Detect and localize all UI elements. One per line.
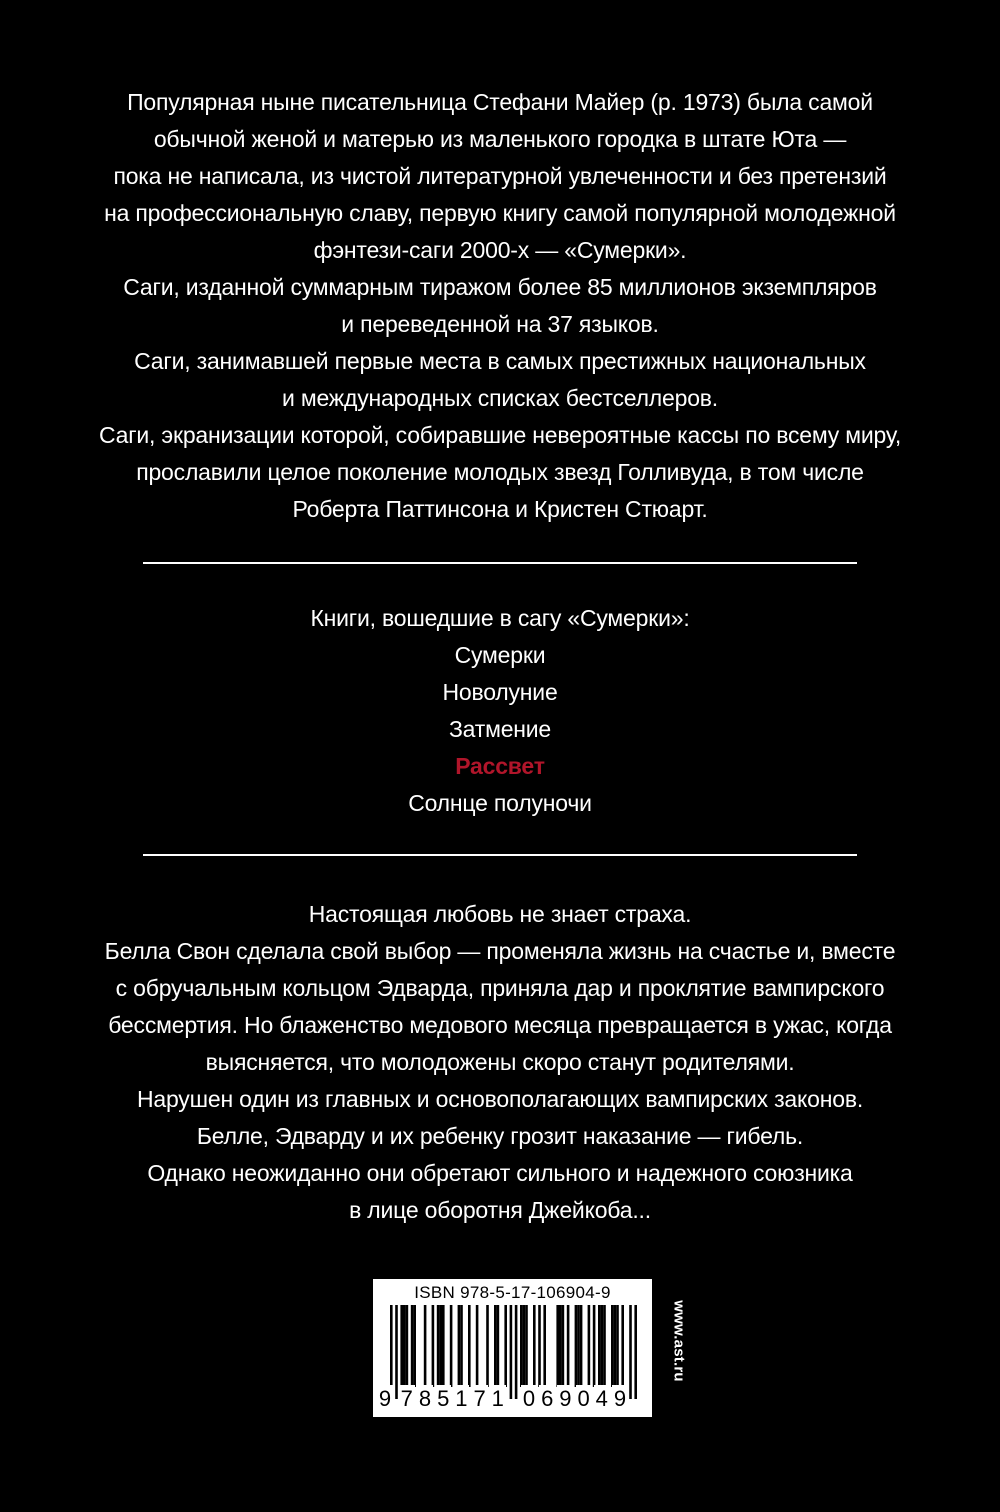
- barcode-bar: [413, 1305, 416, 1387]
- barcode-bar: [424, 1305, 427, 1387]
- barcode-bar: [460, 1305, 463, 1387]
- barcode-bar: [533, 1305, 536, 1387]
- barcode-digit: 1: [455, 1386, 468, 1411]
- barcode-bar: [611, 1305, 614, 1387]
- barcode-digit: 0: [522, 1386, 536, 1411]
- barcode-digit: 6: [541, 1386, 554, 1411]
- book-title-current: Рассвет: [455, 753, 545, 779]
- barcode-bar: [411, 1305, 414, 1387]
- intro-line: обычной женой и матерью из маленького городка в штате Юта —: [153, 126, 847, 152]
- barcode-bar: [442, 1305, 445, 1387]
- publisher-website: [668, 1286, 690, 1396]
- barcode-bar: [450, 1305, 453, 1387]
- intro-line: фэнтези-саги 2000-х — «Сумерки».: [313, 237, 687, 263]
- book-title: Новолуние: [442, 679, 558, 705]
- barcode-bar: [575, 1305, 578, 1387]
- barcode-bar: [486, 1305, 489, 1387]
- barcode-bar: [616, 1305, 619, 1387]
- barcode-bar: [468, 1305, 471, 1387]
- barcode-bar: [525, 1305, 528, 1387]
- barcode-bar: [458, 1305, 461, 1387]
- barcode-digit: 7: [473, 1386, 486, 1411]
- barcode-bar: [601, 1305, 604, 1387]
- barcode-bar: [432, 1305, 435, 1387]
- synopsis-line: Белла Свон сделала свой выбор — променяла жизнь на счастье и, вместе: [104, 938, 896, 964]
- barcode-bar: [588, 1305, 591, 1387]
- isbn-label: ISBN 978-5-17-106904-9: [414, 1283, 611, 1302]
- synopsis-line: Однако неожиданно они обретают сильного и надежного союзника: [147, 1160, 853, 1186]
- barcode-digit: 9: [613, 1386, 627, 1411]
- barcode-bar: [403, 1305, 406, 1387]
- barcode-digit: 9: [559, 1386, 572, 1411]
- barcode-bar: [614, 1305, 617, 1387]
- intro-annotation: [0, 84, 1000, 528]
- barcode-bar: [497, 1305, 500, 1387]
- barcode-bar: [439, 1305, 442, 1387]
- barcode-bar: [580, 1305, 583, 1387]
- intro-line: пока не написала, из чистой литературной увлеченности и без претензий: [113, 163, 887, 189]
- barcode-bar: [523, 1305, 526, 1387]
- book-list-heading: Книги, вошедшие в сагу «Сумерки»:: [310, 605, 690, 631]
- book-title: Солнце полуночи: [408, 790, 592, 816]
- barcode-bar: [494, 1305, 497, 1387]
- section-divider: [143, 562, 857, 564]
- intro-line: прославили целое поколение молодых звезд Голливуда, в том числе: [136, 459, 864, 485]
- intro-line: Саги, экранизации которой, собиравшие невероятные кассы по всему миру,: [98, 422, 902, 448]
- isbn-barcode: [373, 1279, 652, 1417]
- barcode-digit: 5: [437, 1386, 450, 1411]
- intro-line: и международных списках бестселлеров.: [282, 385, 718, 411]
- barcode-bar: [621, 1305, 624, 1387]
- synopsis-line: в лице оборотня Джейкоба...: [349, 1197, 651, 1223]
- synopsis-line: Белле, Эдварду и их ребенку грозит наказание — гибель.: [196, 1123, 804, 1149]
- barcode-bar: [603, 1305, 606, 1387]
- barcode-bar: [406, 1305, 409, 1387]
- saga-book-list: [0, 600, 1000, 822]
- barcode-bar: [567, 1305, 570, 1387]
- barcode-bar: [562, 1305, 565, 1387]
- barcode-bar: [598, 1305, 601, 1387]
- barcode-digits: [373, 1385, 652, 1413]
- synopsis-line: бессмертия. Но блаженство медового месяца превращается в ужас, когда: [108, 1012, 892, 1038]
- synopsis-line: Нарушен один из главных и основополагающих вампирских законов.: [136, 1086, 864, 1112]
- barcode-bar: [559, 1305, 562, 1387]
- book-title: Затмение: [448, 716, 552, 742]
- synopsis-line: выясняется, что молодожены скоро станут родителями.: [205, 1049, 795, 1075]
- barcode-bar: [538, 1305, 541, 1387]
- barcode-bar: [556, 1305, 559, 1387]
- barcode-digit: 4: [595, 1386, 608, 1411]
- barcode-bar: [437, 1305, 440, 1387]
- barcode-bar: [476, 1305, 479, 1387]
- book-title: Сумерки: [454, 642, 546, 668]
- intro-line: Роберта Паттинсона и Кристен Стюарт.: [292, 496, 708, 522]
- intro-line: и переведенной на 37 языков.: [341, 311, 659, 337]
- publisher-website-text: www.ast.ru: [670, 1300, 688, 1382]
- barcode-digit: 7: [400, 1386, 413, 1411]
- intro-line: Популярная ныне писательница Стефани Майер (р. 1973) была самой: [127, 89, 873, 115]
- barcode-digit: 0: [577, 1386, 590, 1411]
- section-divider: [143, 854, 857, 856]
- barcode-digit: 1: [491, 1386, 504, 1411]
- barcode-bar: [543, 1305, 546, 1387]
- barcode-bar: [593, 1305, 596, 1387]
- barcode-bar: [504, 1305, 507, 1387]
- barcode-bar: [577, 1305, 580, 1387]
- synopsis: [0, 896, 1000, 1229]
- intro-line: Саги, занимавшей первые места в самых престижных национальных: [134, 348, 866, 374]
- synopsis-line: с обручальным кольцом Эдварда, приняла дар и проклятие вампирского: [115, 975, 885, 1001]
- barcode-digit: 9: [378, 1386, 392, 1411]
- barcode-bar: [400, 1305, 403, 1387]
- synopsis-line: Настоящая любовь не знает страха.: [308, 901, 692, 927]
- barcode-digit: 8: [418, 1386, 432, 1411]
- intro-line: Саги, изданной суммарным тиражом более 85 миллионов экземпляров: [123, 274, 877, 300]
- intro-line: на профессиональную славу, первую книгу самой популярной молодежной: [104, 200, 896, 226]
- barcode-bar: [520, 1305, 523, 1387]
